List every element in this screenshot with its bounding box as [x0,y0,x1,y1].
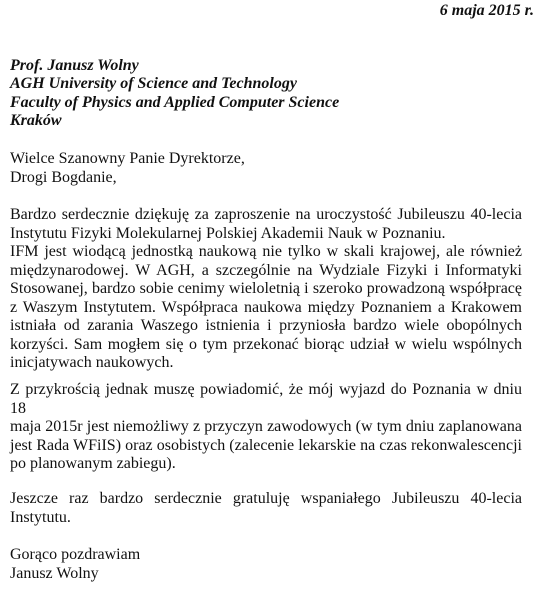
salutation-line-1: Wielce Szanowny Panie Dyrektorze, [10,150,245,167]
paragraph-line: po planowanym zabiegu). [10,455,176,472]
recipient-city: Kraków [10,111,62,129]
paragraph-line: Instytutu. [10,508,71,526]
paragraph-line: istniała od zarania Waszego istnienia i przyniosła bardzo wiele obopólnych [10,317,522,334]
paragraph-line: jest Rada WFiIS) oraz osobistych (zalecenie lekarskie na czas rekonwalescencji [10,436,522,454]
paragraph-thanks [10,206,522,373]
recipient-block [10,57,339,130]
paragraph-line: Z przykrością jednak muszę powiadomić, że mój wyjazd do Poznania w dniu 18 [10,381,522,417]
paragraph-line: Instytutu Fizyki Molekularnej Polskiej Akademii Nauk w Poznaniu. [10,224,446,242]
paragraph-apology [10,381,522,474]
recipient-faculty: Faculty of Physics and Applied Computer Science [10,93,340,111]
paragraph-congratulations [10,490,522,527]
letter-date: 6 maja 2015 r. [439,2,534,19]
paragraph-line: Bardzo serdecznie dziękuję za zaproszenie na uroczystość Jubileuszu 40-lecia [10,206,522,223]
paragraph-line: Stosowanej, bardzo sobie cenimy wieloletnią i szeroko prowadzoną współpracę [10,280,522,297]
paragraph-line: IFM jest wiodącą jednostką naukową nie tylko w skali krajowej, ale również [10,243,522,260]
paragraph-line: korzyści. Sam mogłem się o tym przekonać biorąc udział w wielu wspólnych [10,335,522,353]
recipient-institution: AGH University of Science and Technology [10,75,297,93]
closing-greeting: Gorąco pozdrawiam [10,546,141,563]
paragraph-line: maja 2015r jest niemożliwy z przyczyn zawodowych (w tym dniu zaplanowana [10,418,522,435]
paragraph-line: Jeszcze raz bardzo serdecznie gratuluję wspaniałego Jubileuszu 40-lecia [10,490,522,507]
recipient-name: Prof. Janusz Wolny [10,57,139,74]
signature-name: Janusz Wolny [10,564,99,582]
closing-block [10,546,522,583]
salutation [10,150,522,187]
salutation-line-2: Drogi Bogdanie, [10,168,117,186]
paragraph-line: międzynarodowej. W AGH, a szczególnie na Wydziale Fizyki i Informatyki [10,261,522,279]
paragraph-line: inicjatywach naukowych. [10,354,174,371]
paragraph-line: z Waszym Instytutem. Współpraca naukowa między Poznaniem a Krakowem [10,298,522,316]
